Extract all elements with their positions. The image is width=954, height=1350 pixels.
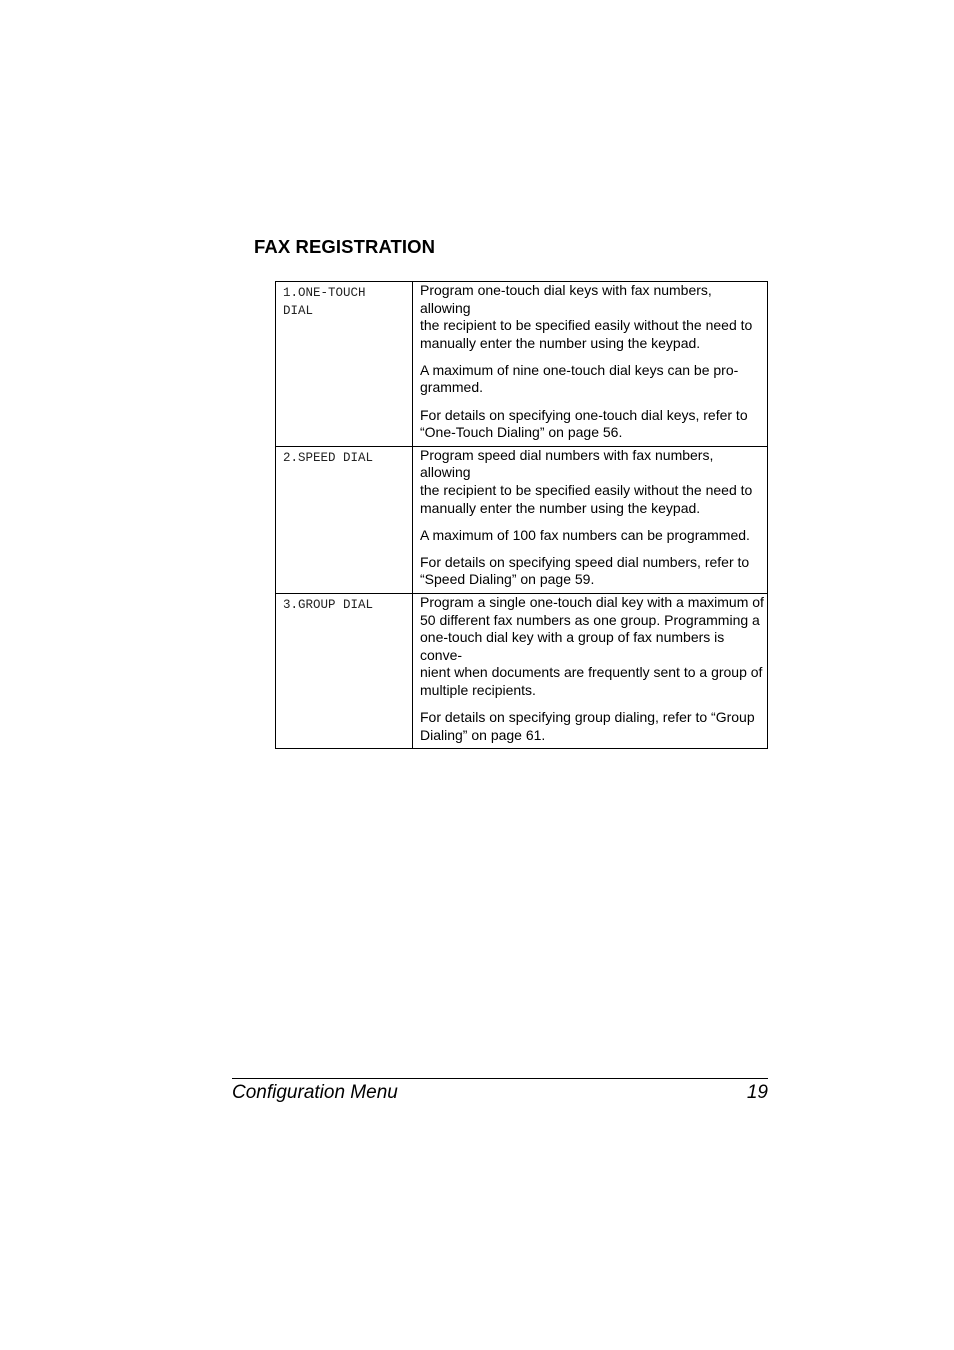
table-row <box>276 282 768 447</box>
description-line: For details on specifying speed dial numbers, refer to <box>420 553 750 570</box>
table-row <box>276 446 768 593</box>
menu-key-cell <box>276 282 413 447</box>
description-line: multiple recipients. <box>420 681 536 698</box>
menu-key-line: DIAL <box>283 304 314 318</box>
description-line: For details on specifying group dialing, refer to “Group <box>420 708 755 725</box>
description-paragraph <box>420 554 767 589</box>
description-line: “Speed Dialing” on page 59. <box>420 571 595 588</box>
description-line: Program a single one-touch dial key with a maximum of <box>420 593 764 610</box>
menu-description-cell <box>413 446 768 593</box>
description-line: the recipient to be specified easily without the need to <box>420 317 753 334</box>
menu-key-cell <box>276 593 413 748</box>
footer-chapter-title: Configuration Menu <box>232 1082 398 1103</box>
description-line: manually enter the number using the keypad. <box>420 499 701 516</box>
menu-description-cell <box>413 282 768 447</box>
description-line: “One-Touch Dialing” on page 56. <box>420 424 623 441</box>
description-line: Program one-touch dial keys with fax numbers, allowing <box>420 282 712 316</box>
description-paragraph <box>420 447 767 517</box>
description-line: the recipient to be specified easily without the need to <box>420 481 753 498</box>
footer-page-number: 19 <box>746 1082 768 1103</box>
description-line: one-touch dial key with a group of fax numbers is conve- <box>420 629 725 663</box>
description-line: A maximum of nine one-touch dial keys can be pro- <box>420 361 739 378</box>
description-line: For details on specifying one-touch dial keys, refer to <box>420 406 748 423</box>
menu-key-line: 3.GROUP DIAL <box>283 597 374 612</box>
description-paragraph <box>420 362 767 397</box>
menu-description-cell <box>413 593 768 748</box>
description-paragraph <box>420 527 767 545</box>
menu-key-line: 2.SPEED DIAL <box>283 450 374 465</box>
footer-divider <box>232 1078 768 1079</box>
description-line: grammed. <box>420 379 484 396</box>
menu-key-line: 1.ONE-TOUCH <box>283 286 366 300</box>
description-line: Dialing” on page 61. <box>420 726 546 743</box>
description-line: nient when documents are frequently sent to a group of <box>420 664 763 681</box>
description-paragraph <box>420 594 767 700</box>
description-line: 50 different fax numbers as one group. Programming a <box>420 611 760 628</box>
menu-key-cell <box>276 446 413 593</box>
description-line: A maximum of 100 fax numbers can be programmed. <box>420 526 750 543</box>
description-paragraph <box>420 282 767 352</box>
description-paragraph <box>420 407 767 442</box>
description-line: Program speed dial numbers with fax numbers, allowing <box>420 446 714 481</box>
description-paragraph <box>420 709 767 744</box>
table-row <box>276 593 768 748</box>
section-title: FAX REGISTRATION <box>254 236 436 257</box>
description-line: manually enter the number using the keypad. <box>420 334 701 351</box>
fax-registration-table <box>275 281 768 749</box>
